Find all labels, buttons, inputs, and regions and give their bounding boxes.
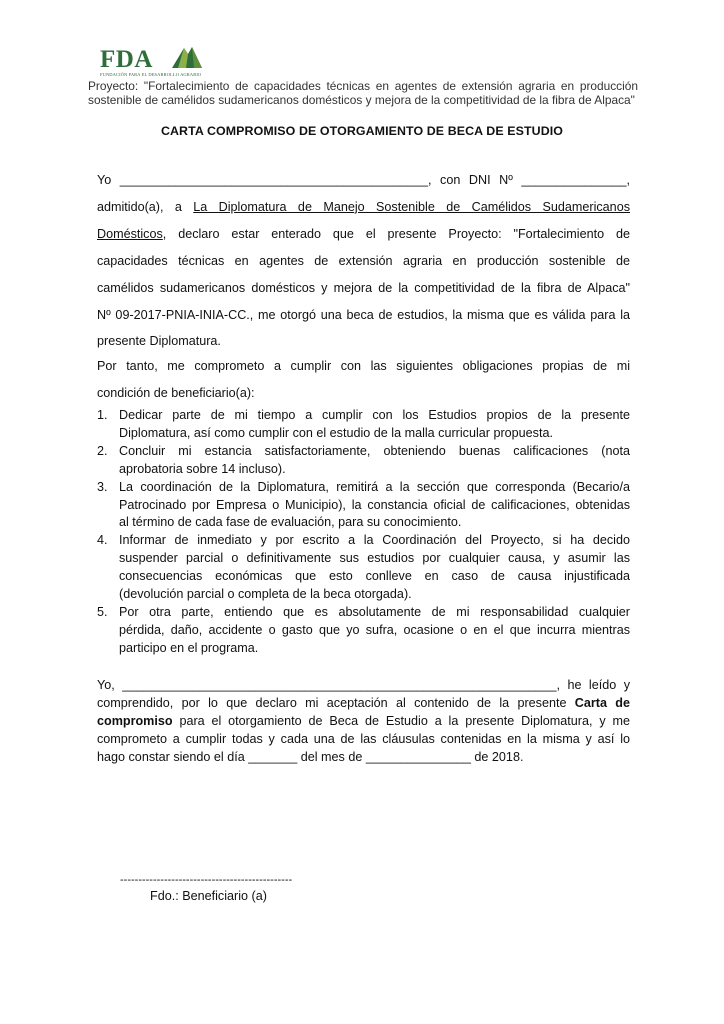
text-span: comprendido, por lo que declaro mi aceptación al contenido de la presente bbox=[97, 696, 575, 710]
obligation-number: 4. bbox=[97, 533, 108, 548]
text-span: admitido(a), a bbox=[97, 199, 194, 214]
obligation-line: aprobatoria sobre 14 incluso). bbox=[119, 461, 286, 476]
obligation-number: 2. bbox=[97, 443, 108, 458]
obligation-line: Informar de inmediato y por escrito a la Coordinación del Proyecto, si ha decido bbox=[119, 533, 630, 548]
obligation-number: 1. bbox=[97, 408, 108, 422]
obligation-line: al término de cada fase de evaluación, para su conocimiento. bbox=[119, 515, 462, 530]
obligation-line: Dedicar parte de mi tiempo a cumplir con los Estudios propios de la presente bbox=[119, 408, 630, 422]
text-line bbox=[97, 194, 630, 221]
text-line: condición de beneficiario(a): bbox=[97, 385, 255, 400]
text-line: hago constar siendo el día _______ del mes de _______________ de 2018. bbox=[97, 750, 524, 764]
text-line: Nº 09-2017-PNIA-INIA-CC., me otorgó una beca de estudios, la misma que es válida para la bbox=[97, 307, 630, 322]
diplomatura-name-cont: Domésticos bbox=[97, 226, 163, 241]
text-line: Yo ____________________________________________, con DNI Nº _______________, bbox=[97, 173, 630, 187]
commitment-intro bbox=[97, 353, 630, 407]
obligation-line: participo en el programa. bbox=[119, 640, 259, 655]
obligation-line: Diplomatura, así como cumplir con el estudio de la malla curricular propuesta. bbox=[119, 425, 553, 440]
project-header bbox=[88, 79, 638, 107]
obligation-number: 3. bbox=[97, 479, 108, 494]
obligation-line: (devolución parcial o completa de la beca otorgada). bbox=[119, 587, 412, 602]
diplomatura-name: La Diplomatura de Manejo Sostenible de Camélidos Sudamericanos bbox=[193, 199, 630, 214]
book-leaf-icon bbox=[170, 44, 204, 70]
obligation-item bbox=[97, 443, 630, 479]
obligation-line: Concluir mi estancia satisfactoriamente, obteniendo buenas calificaciones (nota bbox=[119, 443, 630, 458]
text-line bbox=[97, 694, 630, 712]
logo-text: FDA bbox=[100, 46, 153, 73]
obligation-item bbox=[97, 532, 630, 604]
text-line: presente Diplomatura. bbox=[97, 334, 221, 349]
project-header-line: sostenible de camélidos sudamericanos domésticos y mejora de la competitividad de la fibra de Alpaca" bbox=[88, 93, 635, 107]
text-line: Por tanto, me comprometo a cumplir con las siguientes obligaciones propias de mi bbox=[97, 359, 630, 373]
obligation-line: pérdida, daño, accidente o gasto que yo sufra, ocasione o en el que incurra mientras bbox=[119, 622, 630, 637]
text-line: Yo, ______________________________________________________________, he leído y bbox=[97, 678, 630, 692]
fda-logo bbox=[100, 44, 210, 80]
obligation-item bbox=[97, 479, 630, 533]
text-line bbox=[97, 221, 630, 248]
text-line bbox=[97, 712, 630, 730]
obligation-line: suspender parcial o definitivamente sus estudios por cualquier causa, y asumir las bbox=[119, 551, 630, 566]
logo-subtitle: FUNDACIÓN PARA EL DESARROLLO AGRARIO bbox=[100, 72, 202, 77]
text-span: para el otorgamiento de Beca de Estudio a la presente Diplomatura, y me bbox=[172, 714, 630, 728]
project-header-line: Proyecto: "Fortalecimiento de capacidades técnicas en agentes de extensión agraria en producción bbox=[88, 79, 638, 93]
obligations-list bbox=[97, 407, 630, 658]
bold-text: Carta de bbox=[574, 696, 630, 710]
signature-line: ----------------------------------------------- bbox=[120, 874, 293, 886]
document-title: CARTA COMPROMISO DE OTORGAMIENTO DE BECA DE ESTUDIO bbox=[160, 124, 564, 138]
obligation-item bbox=[97, 604, 630, 658]
text-line: capacidades técnicas en agentes de extensión agraria en producción sostenible de bbox=[97, 253, 630, 268]
text-line: camélidos sudamericanos domésticos y mejora de la competitividad de la fibra de Alpaca" bbox=[97, 280, 630, 295]
obligation-line: Patrocinado por Empresa o Municipio), la constancia oficial de calificaciones, obtenidas bbox=[119, 497, 630, 512]
obligation-line: consecuencias económicas que esto conlleve en caso de causa injustificada bbox=[119, 569, 630, 584]
text-span: , declaro estar enterado que el presente Proyecto: "Fortalecimiento de bbox=[162, 226, 630, 241]
obligation-line: Por otra parte, entiendo que es absolutamente de mi responsabilidad cualquier bbox=[119, 604, 630, 619]
obligation-number: 5. bbox=[97, 604, 108, 619]
text-line: comprometo a cumplir todas y cada una de las cláusulas contenidas en la misma y así lo bbox=[97, 732, 630, 746]
declaration-paragraph bbox=[97, 167, 630, 355]
obligation-item bbox=[97, 407, 630, 443]
signature-label: Fdo.: Beneficiario (a) bbox=[150, 889, 267, 903]
acceptance-paragraph bbox=[97, 676, 630, 766]
obligation-line: La coordinación de la Diplomatura, remitirá a la sección que corresponda (Becario/a bbox=[119, 479, 630, 494]
bold-text: compromiso bbox=[97, 714, 173, 728]
